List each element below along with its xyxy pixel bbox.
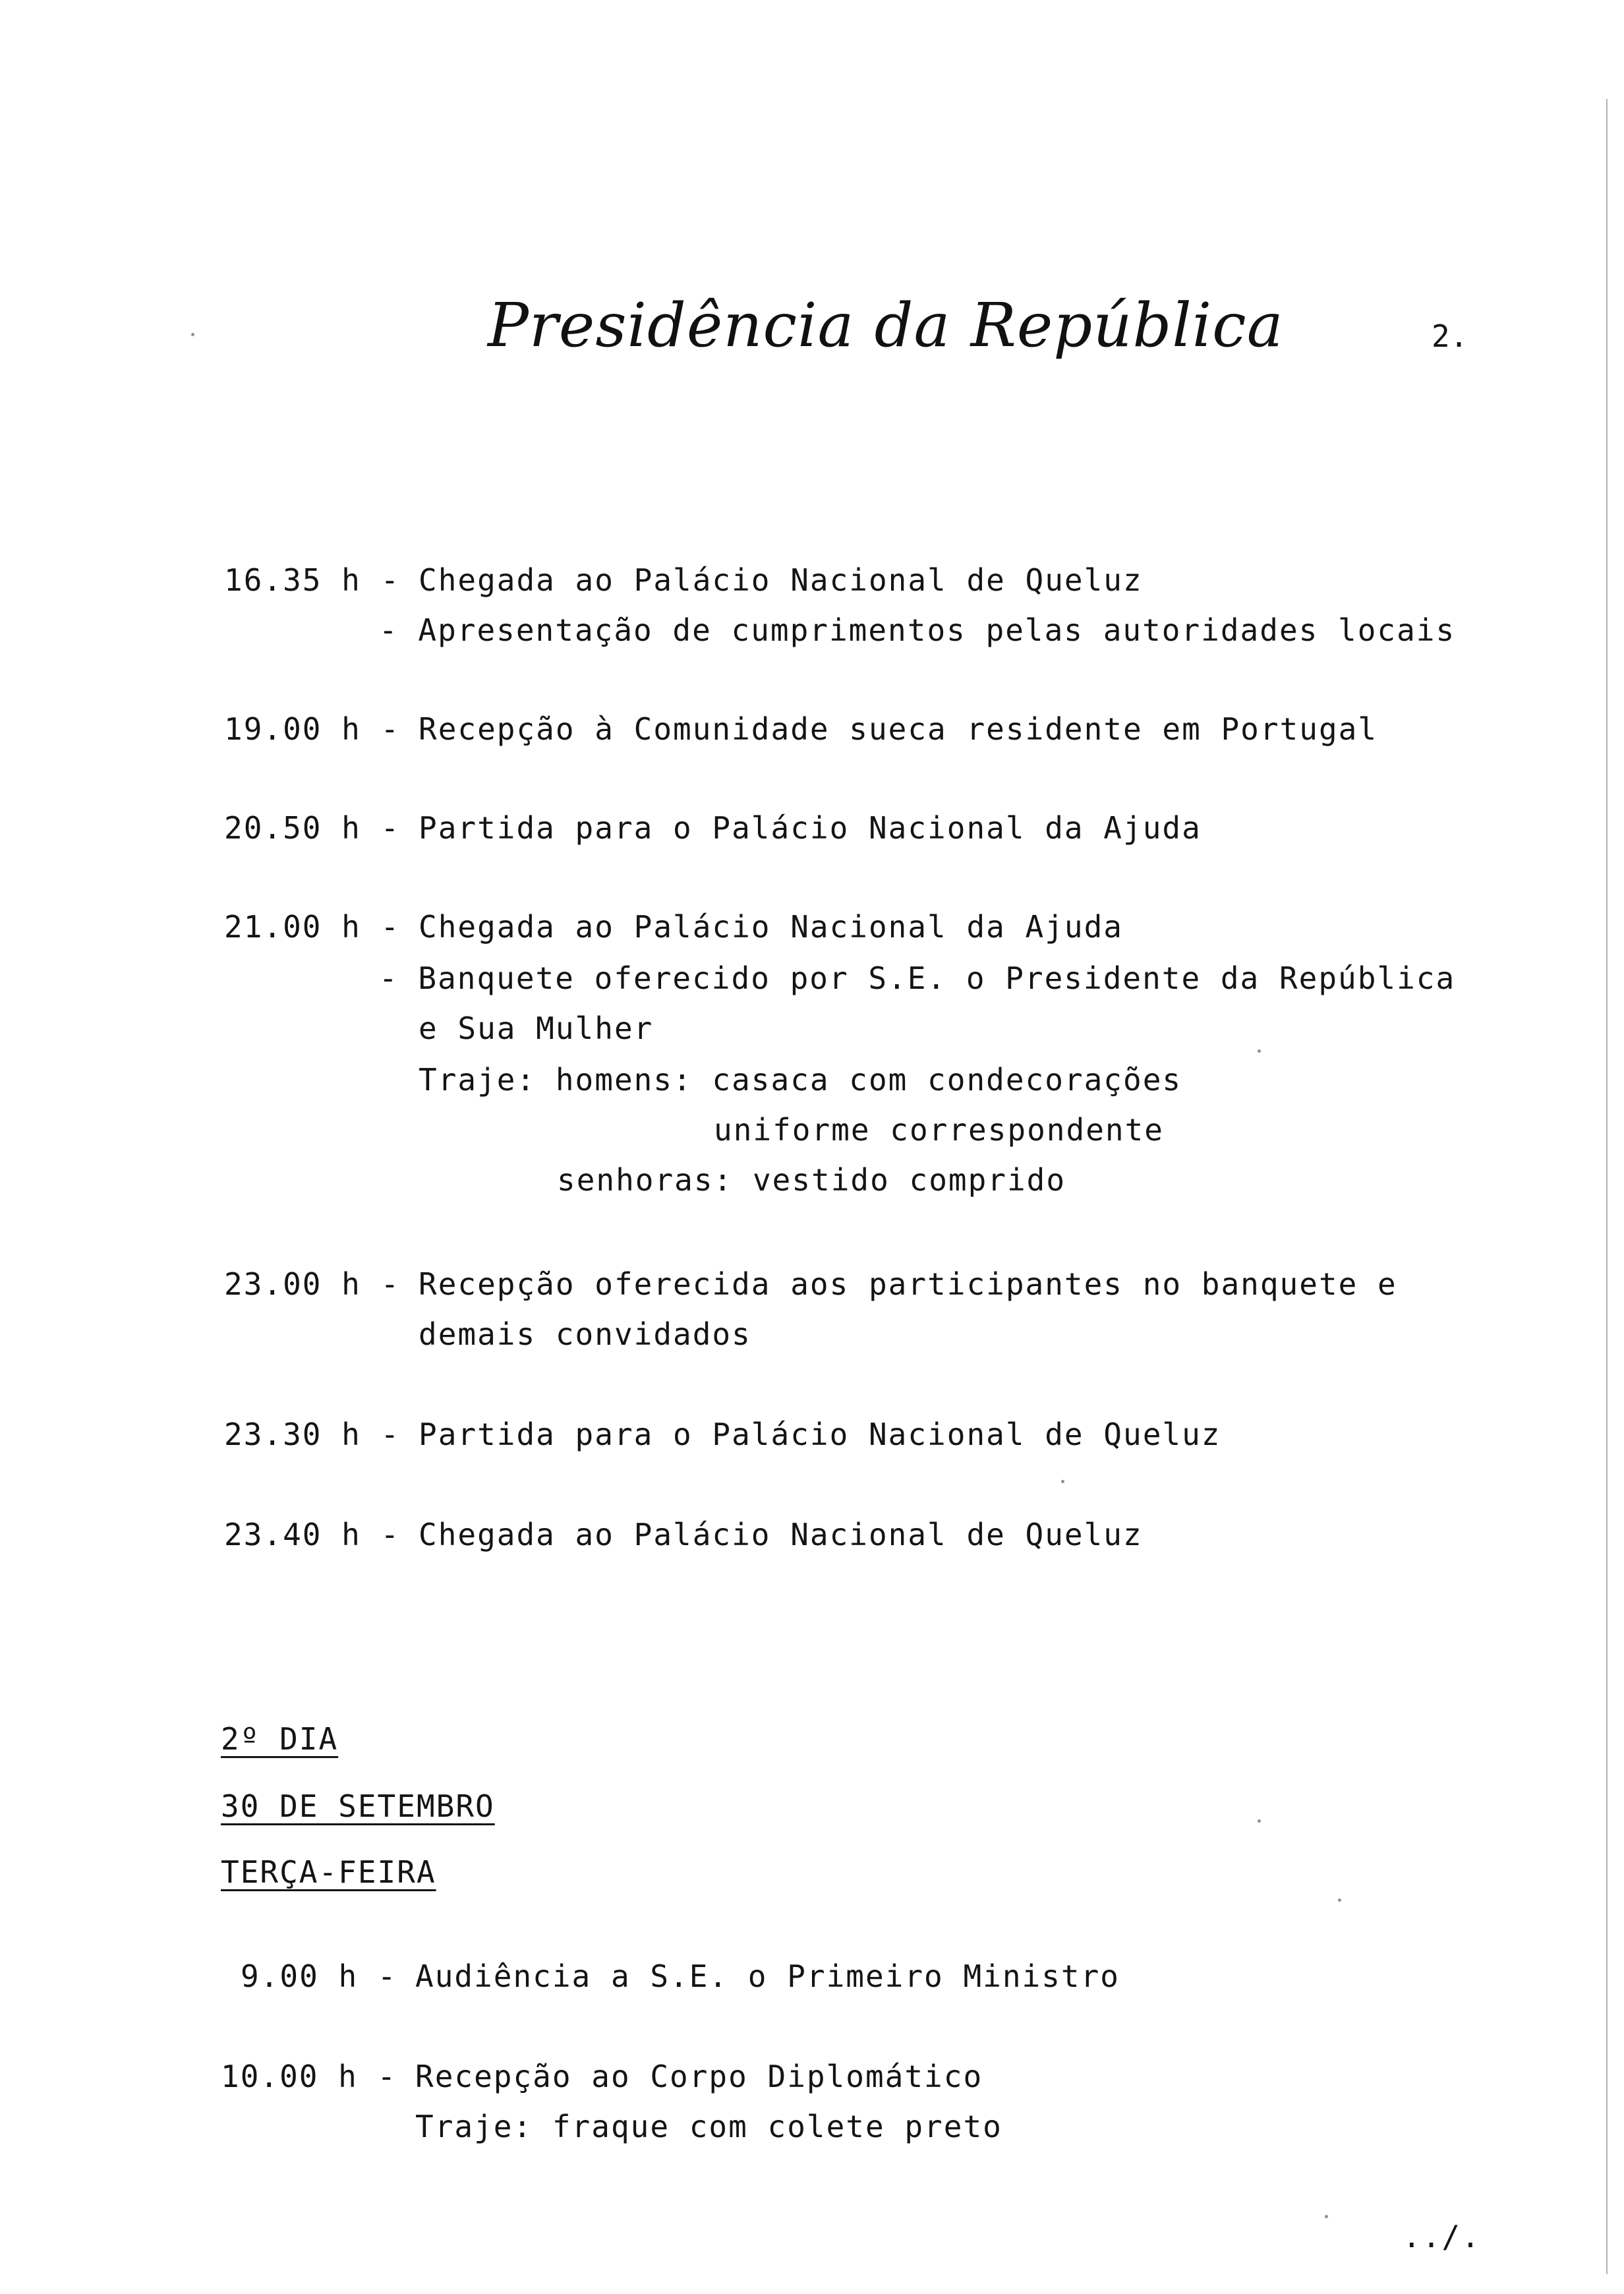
entry-text: Traje: fraque com colete preto: [415, 2109, 1002, 2144]
continuation-mark: ../.: [1403, 2219, 1481, 2254]
scan-speck: [1258, 1049, 1261, 1053]
weekday-heading: TERÇA-FEIRA: [221, 1854, 436, 1890]
entry-time: 21.00 h -: [224, 909, 401, 945]
scan-speck: [1325, 2215, 1328, 2218]
entry-time: 23.30 h -: [224, 1417, 401, 1452]
page-number: 2.: [1432, 318, 1468, 354]
date-heading: 30 DE SETEMBRO: [221, 1788, 495, 1824]
entry-text: Audiência a S.E. o Primeiro Ministro: [415, 1958, 1120, 1994]
entry-text: demais convidados: [419, 1316, 751, 1352]
letterhead-script: Presidência da República: [488, 290, 1284, 361]
entry-time: 16.35 h -: [224, 562, 401, 598]
entry-time: 19.00 h -: [224, 711, 401, 747]
entry-text: senhoras: vestido comprido: [557, 1162, 1066, 1198]
entry-text: uniforme correspondente: [714, 1112, 1164, 1148]
scan-edge-line: [1606, 99, 1608, 2274]
scan-speck: [191, 333, 194, 336]
entry-text: - Banquete oferecido por S.E. o Presidente da República: [379, 960, 1456, 996]
day-number-heading: 2º DIA: [221, 1721, 339, 1757]
scan-speck: [1061, 1480, 1064, 1483]
entry-text: Recepção oferecida aos participantes no banquete e: [419, 1266, 1397, 1302]
entry-time: 10.00 h -: [221, 2059, 397, 2094]
scan-speck: [1258, 1819, 1261, 1823]
entry-time: 20.50 h -: [224, 810, 401, 846]
entry-text: - Apresentação de cumprimentos pelas autoridades locais: [379, 612, 1456, 648]
entry-text: Partida para o Palácio Nacional de Queluz: [419, 1417, 1221, 1452]
entry-text: Recepção à Comunidade sueca residente em Portugal: [419, 711, 1378, 747]
entry-text: Partida para o Palácio Nacional da Ajuda: [419, 810, 1202, 846]
entry-text: Recepção ao Corpo Diplomático: [415, 2059, 983, 2094]
entry-text: Chegada ao Palácio Nacional da Ajuda: [419, 909, 1123, 945]
entry-text: Chegada ao Palácio Nacional de Queluz: [419, 1517, 1143, 1552]
entry-text: e Sua Mulher: [419, 1011, 654, 1046]
entry-text: Traje: homens: casaca com condecorações: [419, 1062, 1182, 1098]
scan-speck: [1338, 1898, 1341, 1902]
entry-text: Chegada ao Palácio Nacional de Queluz: [419, 562, 1143, 598]
entry-time: 23.40 h -: [224, 1517, 401, 1552]
entry-time: 23.00 h -: [224, 1266, 401, 1302]
entry-time: 9.00 h -: [241, 1958, 397, 1994]
